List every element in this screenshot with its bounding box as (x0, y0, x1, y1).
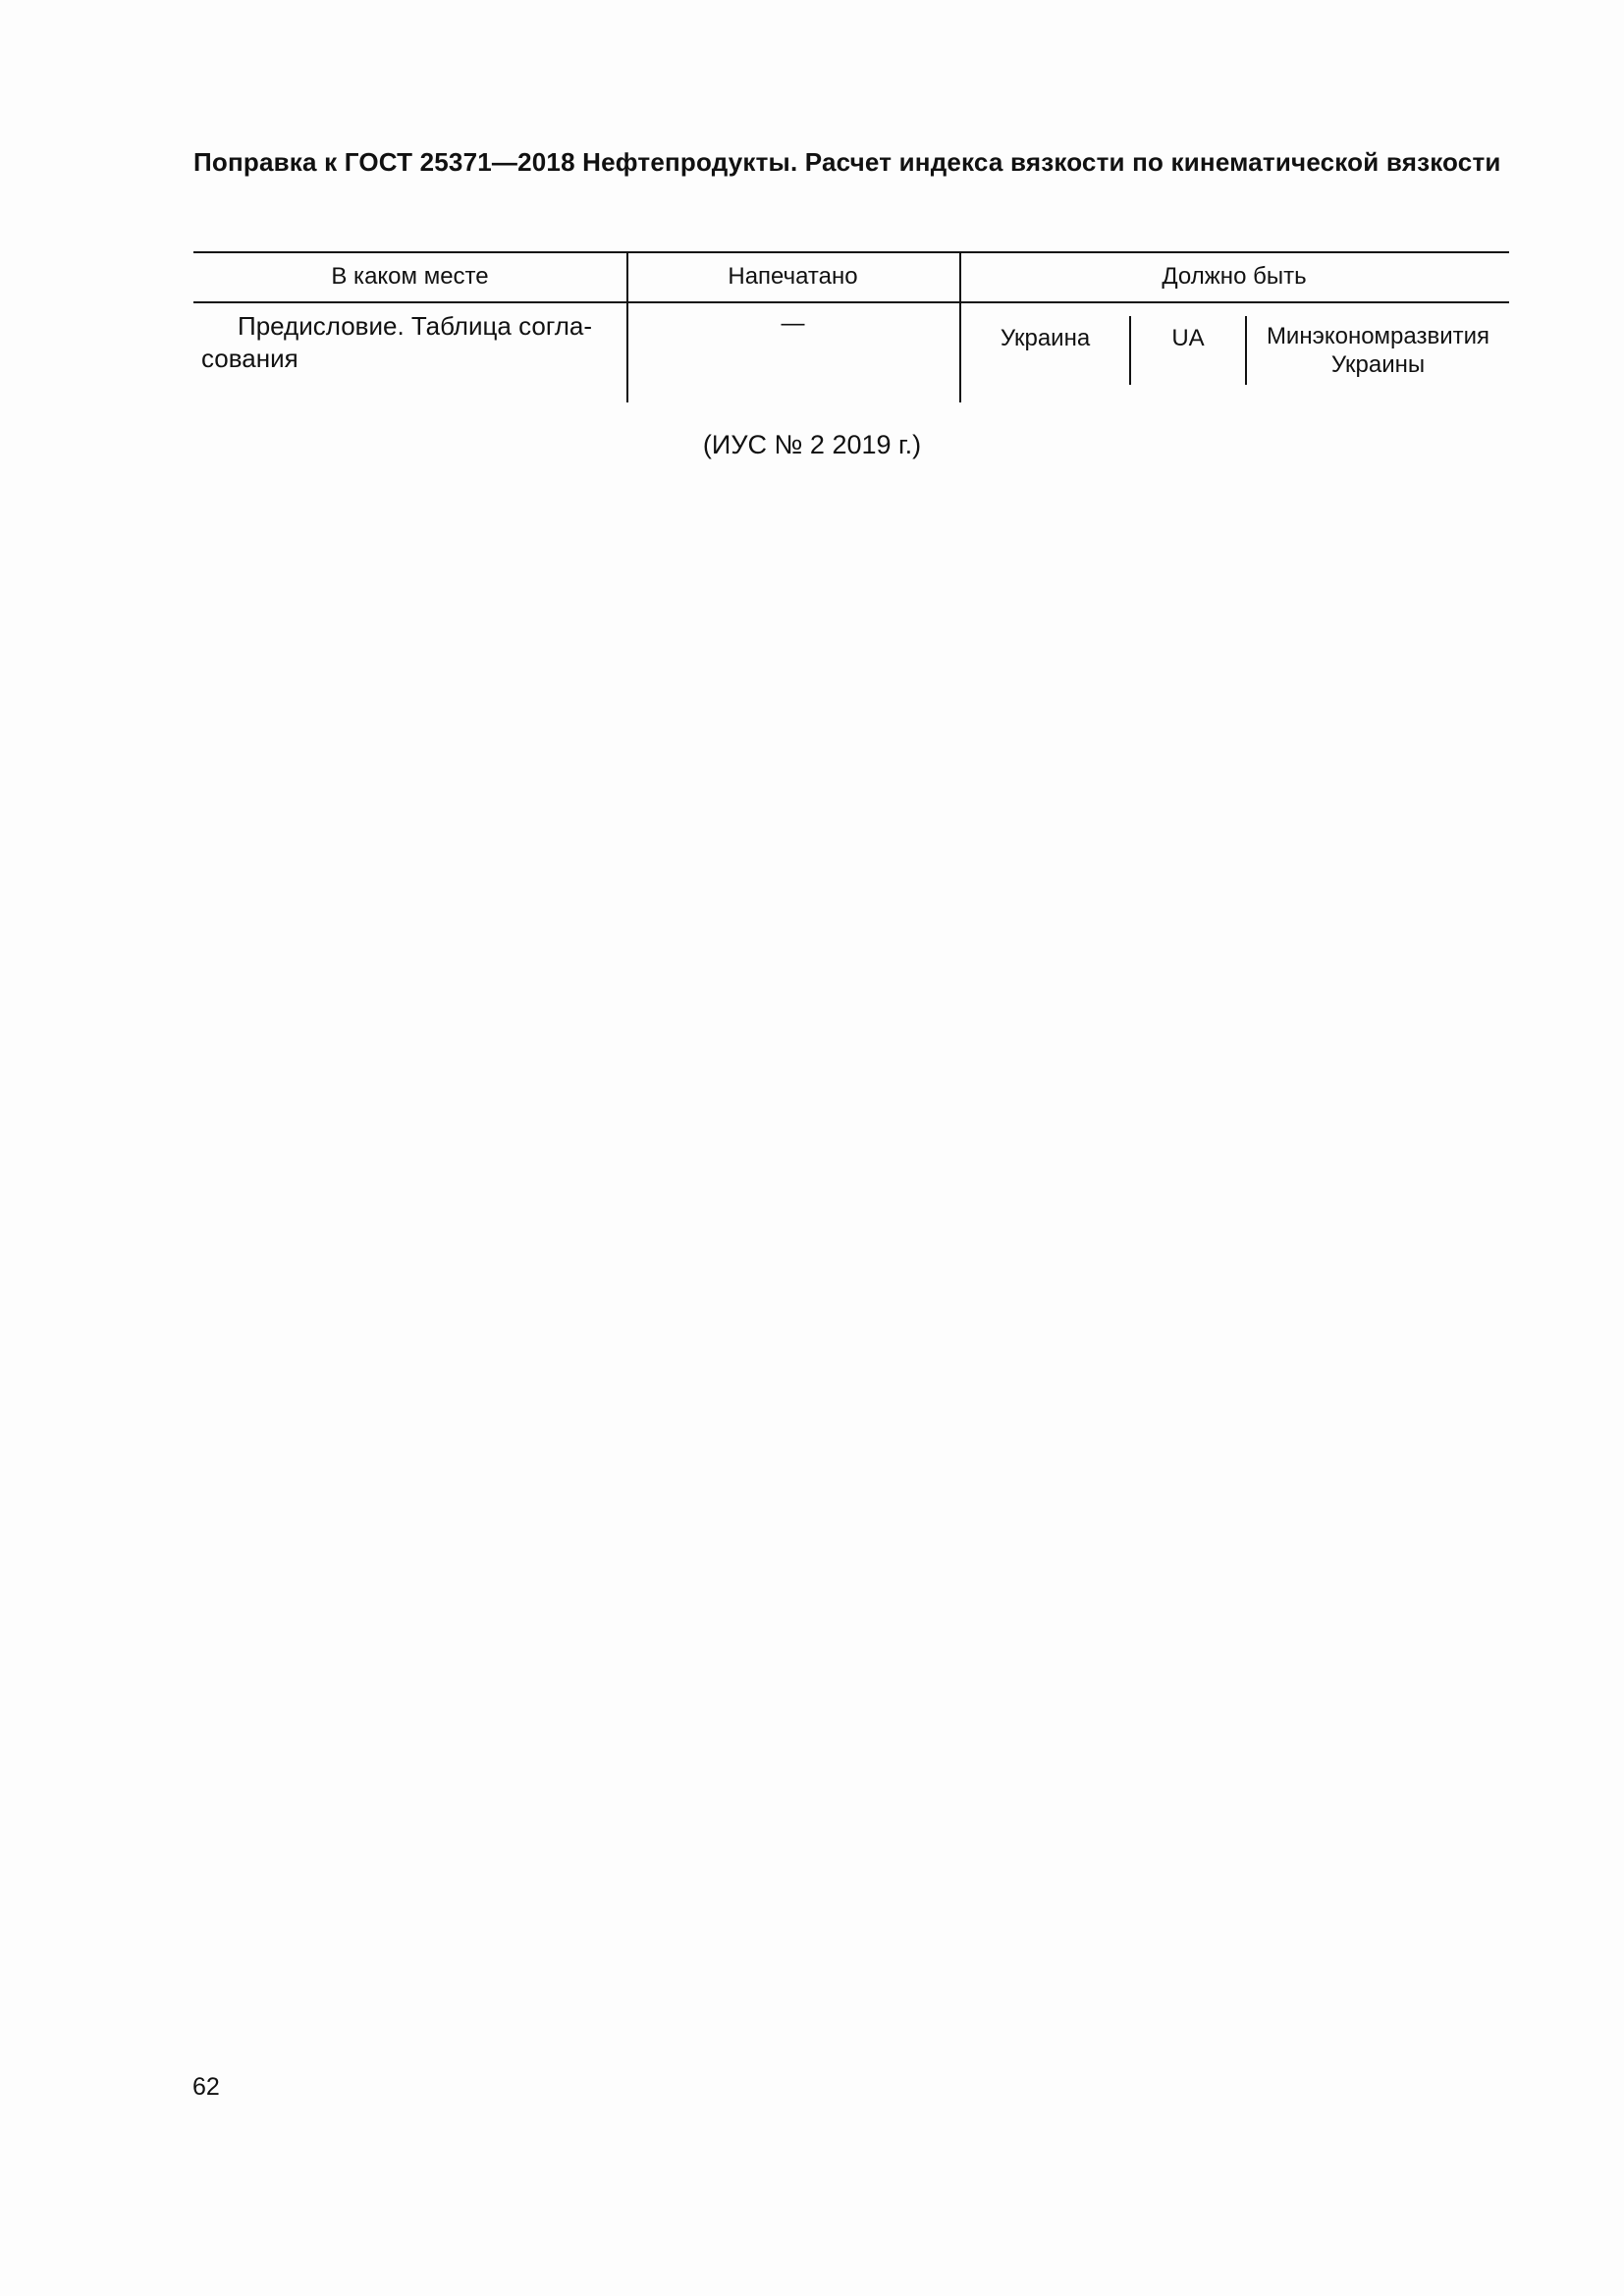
page-number: 62 (192, 2073, 220, 2101)
header-should-be: Должно быть (1162, 263, 1307, 290)
header-place: В каком месте (331, 263, 489, 290)
place-line-1: Предисловие. Таблица согла- (238, 311, 593, 341)
correction-table (193, 251, 1509, 402)
agency-line-2: Украины (1330, 351, 1426, 378)
header-printed: Напечатано (728, 263, 858, 290)
table-header-rule (193, 301, 1509, 303)
source-note: (ИУС № 2 2019 г.) (702, 430, 922, 459)
table-top-rule (193, 251, 1509, 253)
agency-line-1: Минэкономразвития (1266, 323, 1490, 349)
country-cell: Украина (1000, 325, 1091, 351)
printed-cell: — (781, 310, 805, 337)
place-cell (201, 310, 619, 375)
place-line-2: сования (201, 344, 298, 373)
code-cell: UA (1171, 325, 1205, 351)
agency-cell (1247, 322, 1509, 379)
document-title: Поправка к ГОСТ 25371—2018 Нефтепродукты. Расчет индекса вязкости по кинематической вязкости (193, 147, 1501, 177)
